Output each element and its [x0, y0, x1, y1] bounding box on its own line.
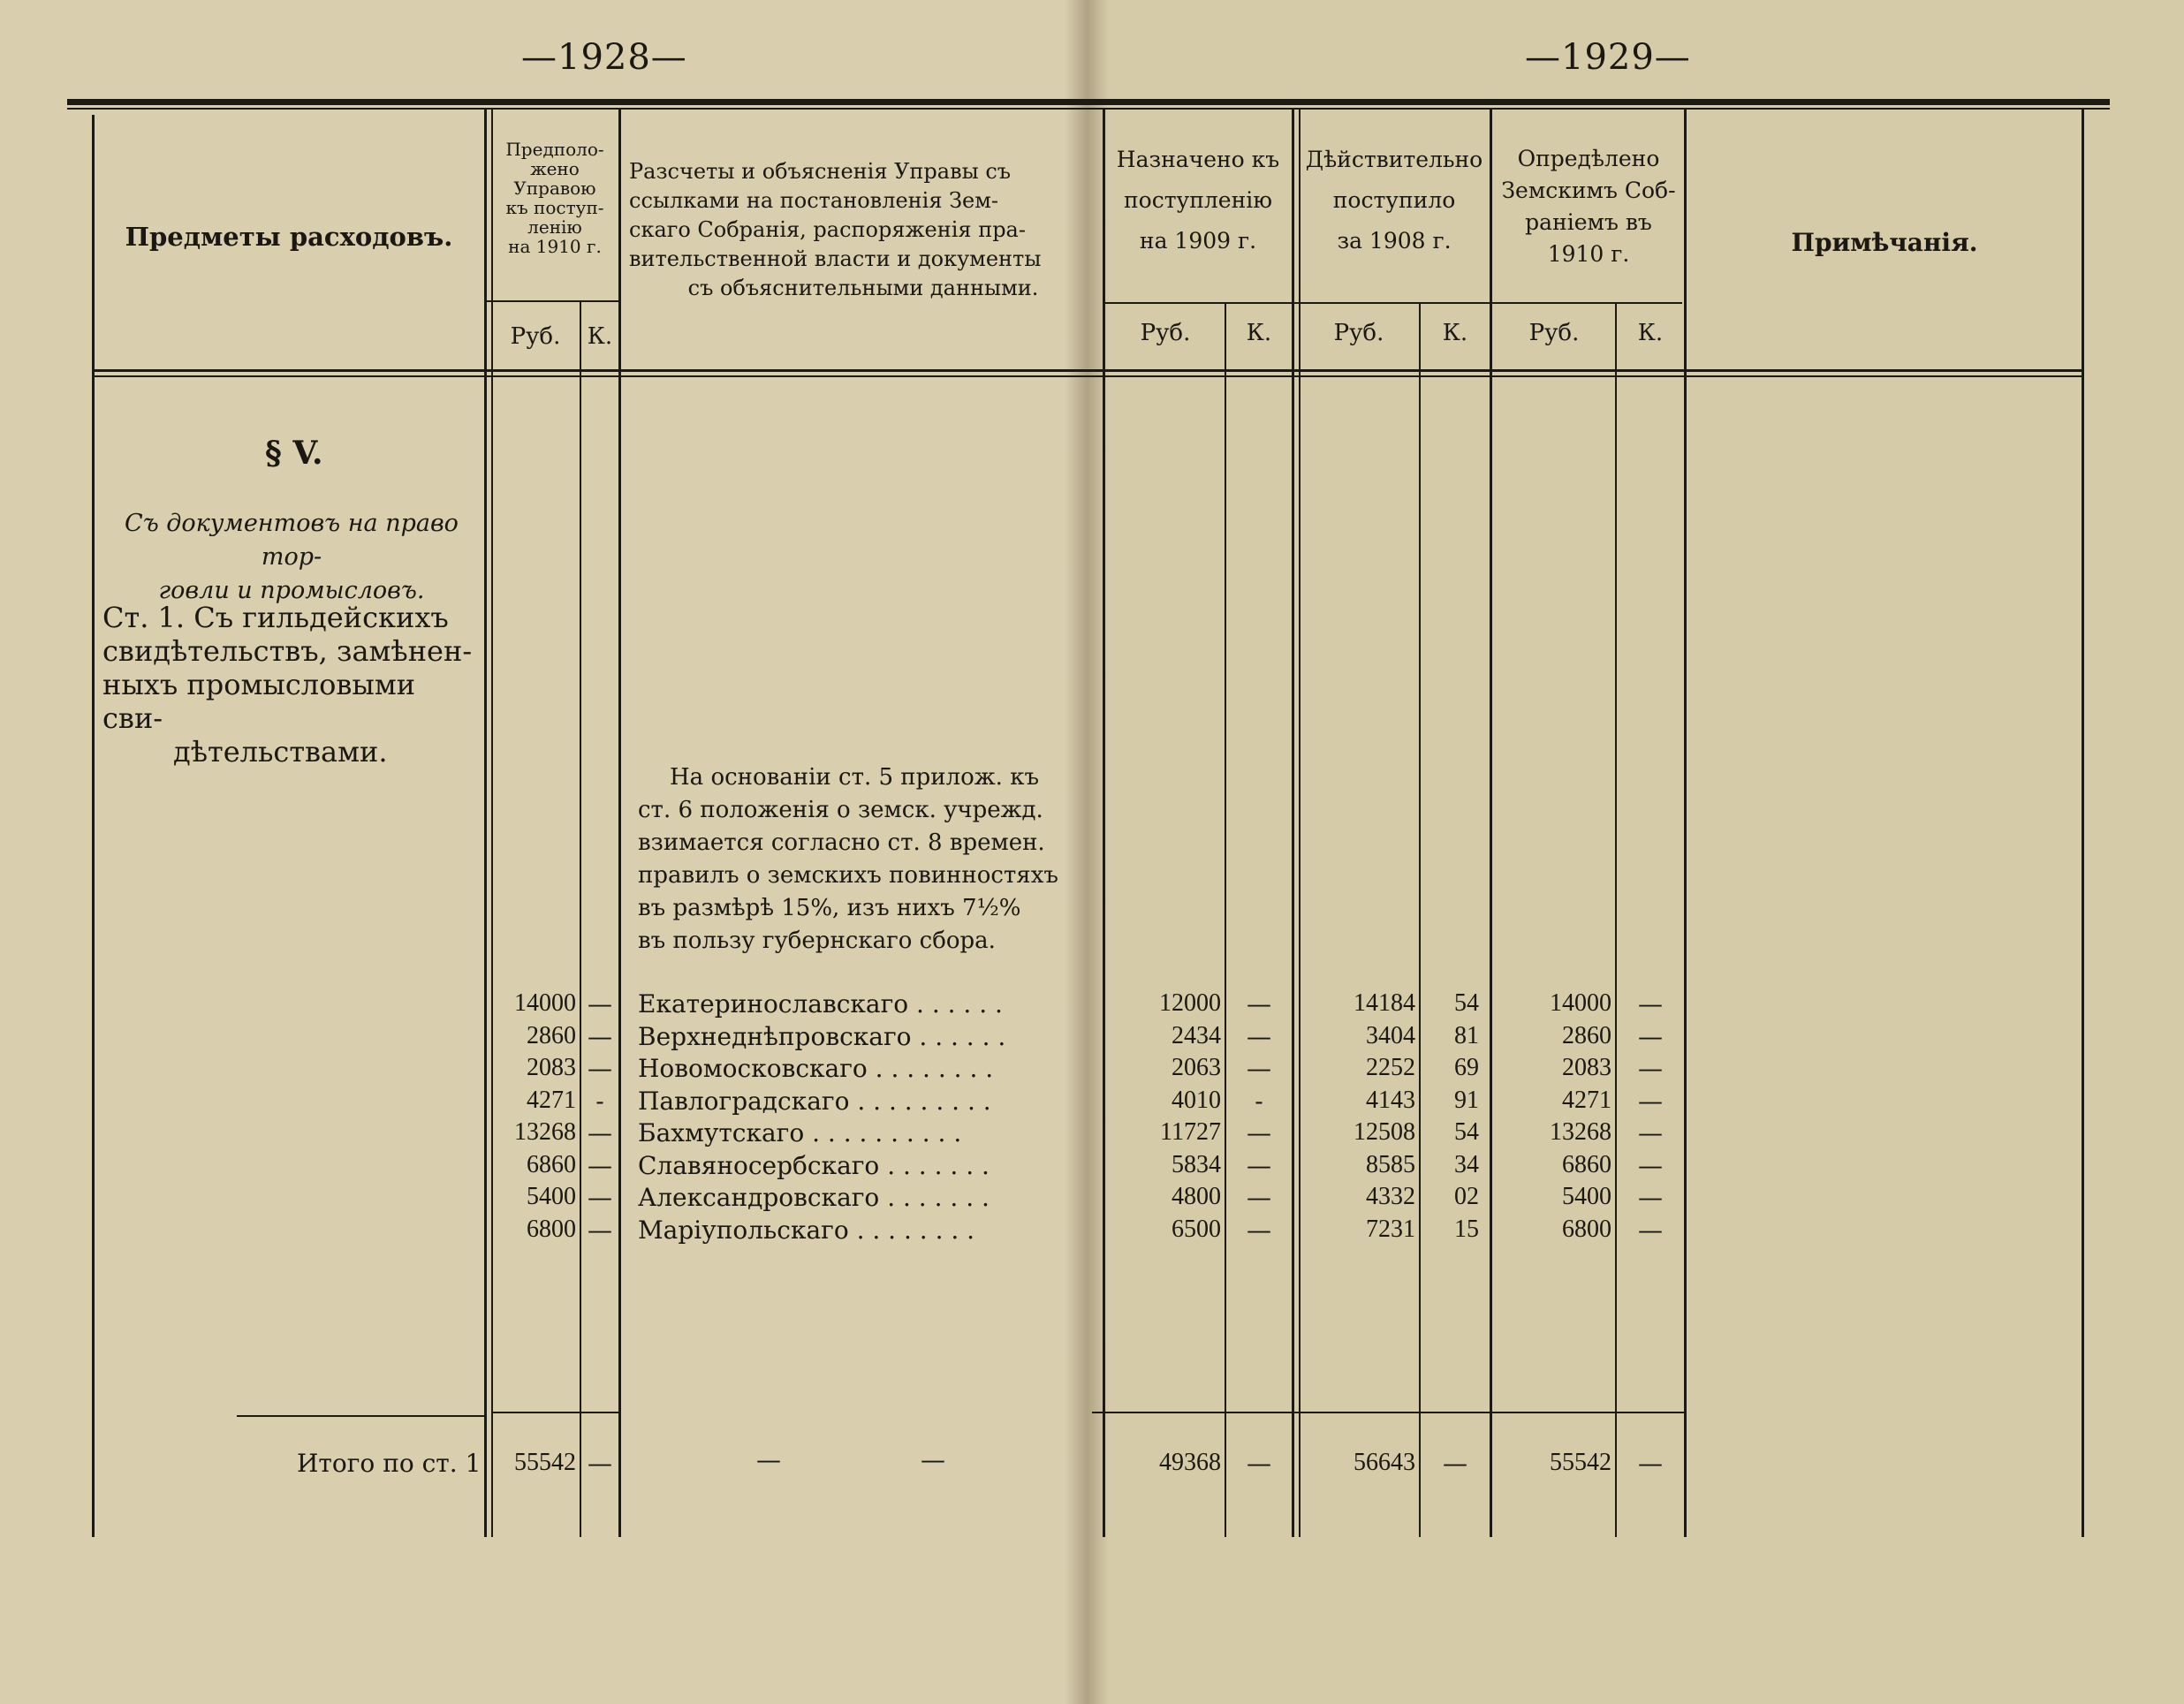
col-line-proposed — [618, 110, 621, 1537]
total-assigned-kop: — — [1247, 1449, 1271, 1478]
cell-assigned-kop: — — [1247, 1216, 1271, 1245]
total-label: Итого по ст. 1 — [297, 1449, 482, 1478]
cell-actual-rub: 7231 — [1366, 1216, 1415, 1243]
total-actual-rub: 56643 — [1354, 1449, 1415, 1476]
cell-actual-rub: 4332 — [1366, 1183, 1415, 1210]
unit-assigned-rub: Руб. — [1140, 320, 1191, 346]
col-line-assigned-kop — [1225, 302, 1226, 1537]
header-bottom-rule-thin — [94, 375, 2083, 377]
total-proposed-rub: 55542 — [514, 1449, 576, 1476]
left-page-number: —1928— — [521, 37, 687, 78]
total-explanation-dash-2: — — [921, 1445, 945, 1474]
cell-proposed-rub: 14000 — [514, 989, 576, 1017]
cell-actual-rub: 12508 — [1354, 1118, 1415, 1146]
cell-approved-kop: — — [1638, 1216, 1663, 1245]
total-approved-rub: 55542 — [1550, 1449, 1611, 1476]
right-unit-rule — [1103, 302, 1682, 304]
total-actual-kop: — — [1443, 1449, 1467, 1478]
header-items: Предметы расходовъ. — [125, 222, 453, 252]
cell-district: Екатеринославскаго . . . . . . — [638, 989, 1003, 1019]
cell-assigned-rub: 12000 — [1159, 989, 1221, 1017]
header-assigned-1909: Назначено къ поступленію на 1909 г. — [1116, 147, 1280, 254]
right-page-number: —1929— — [1525, 37, 1691, 78]
cell-proposed-kop: — — [588, 1054, 612, 1083]
cell-proposed-kop: — — [588, 989, 612, 1019]
cell-actual-kop: 54 — [1454, 989, 1479, 1017]
cell-actual-kop: 34 — [1454, 1151, 1479, 1178]
header-bottom-rule — [94, 369, 2083, 372]
cell-assigned-rub: 6500 — [1172, 1216, 1221, 1243]
cell-approved-kop: — — [1638, 1183, 1663, 1212]
cell-proposed-kop: — — [588, 1216, 612, 1245]
col-line-approved-kop — [1615, 302, 1617, 1537]
cell-assigned-rub: 2063 — [1172, 1054, 1221, 1081]
cell-assigned-kop: — — [1247, 1022, 1271, 1051]
top-rule — [67, 99, 2110, 105]
cell-assigned-kop: — — [1247, 1054, 1271, 1083]
cell-approved-rub: 2860 — [1562, 1022, 1611, 1049]
cell-assigned-kop: - — [1255, 1087, 1263, 1116]
cell-approved-rub: 14000 — [1550, 989, 1611, 1017]
cell-approved-rub: 2083 — [1562, 1054, 1611, 1081]
cell-proposed-rub: 2083 — [527, 1054, 576, 1081]
unit-assigned-kop: К. — [1246, 320, 1272, 346]
cell-actual-rub: 8585 — [1366, 1151, 1415, 1178]
cell-approved-rub: 6860 — [1562, 1151, 1611, 1178]
section-subtitle: Съ документовъ на право тор- говли и промысловъ. — [125, 510, 459, 604]
cell-proposed-rub: 5400 — [527, 1183, 576, 1210]
total-approved-kop: — — [1638, 1449, 1663, 1478]
article-title: Ст. 1. Съ гильдейскихъ свидѣтельствъ, замѣнен- ныхъ промысловыми сви- дѣтельствами. — [102, 601, 473, 769]
cell-actual-kop: 81 — [1454, 1022, 1479, 1049]
unit-actual-rub: Руб. — [1333, 320, 1384, 346]
cell-proposed-rub: 6860 — [527, 1151, 576, 1178]
cell-proposed-kop: - — [595, 1087, 604, 1116]
total-rule-right — [1092, 1412, 1684, 1413]
col-line-proposed-kop — [580, 302, 581, 1537]
col-line-actual — [1490, 110, 1492, 1537]
cell-approved-kop: — — [1638, 1087, 1663, 1116]
cell-approved-rub: 5400 — [1562, 1183, 1611, 1210]
cell-actual-rub: 2252 — [1366, 1054, 1415, 1081]
cell-assigned-kop: — — [1247, 1151, 1271, 1180]
unit-actual-kop: К. — [1442, 320, 1468, 346]
cell-approved-kop: — — [1638, 989, 1663, 1019]
header-explanations: Разсчеты и объясненія Управы съ ссылками на постановленія Зем- скаго Собранія, распоряженія пра- вительственной власти и документы съ объяснительными данными. — [629, 159, 1042, 300]
cell-approved-rub: 4271 — [1562, 1087, 1611, 1114]
cell-actual-rub: 4143 — [1366, 1087, 1415, 1114]
cell-proposed-kop: — — [588, 1022, 612, 1051]
cell-actual-kop: 54 — [1454, 1118, 1479, 1146]
cell-assigned-kop: — — [1247, 1118, 1271, 1147]
cell-proposed-rub: 4271 — [527, 1087, 576, 1114]
cell-district: Павлоградскаго . . . . . . . . . — [638, 1087, 991, 1116]
header-actual-1908: Дѣйствительно поступило за 1908 г. — [1305, 147, 1483, 254]
cell-assigned-rub: 11727 — [1160, 1118, 1221, 1146]
table-right-border — [2082, 110, 2084, 1537]
cell-district: Бахмутскаго . . . . . . . . . . — [638, 1118, 962, 1147]
cell-approved-kop: — — [1638, 1022, 1663, 1051]
cell-actual-kop: 91 — [1454, 1087, 1479, 1114]
total-explanation-dash-1: — — [756, 1445, 781, 1474]
header-approved-1910: Опредѣлено Земскимъ Соб- раніемъ въ 1910 г. — [1501, 146, 1676, 267]
col-line-approved — [1684, 110, 1687, 1537]
cell-proposed-rub: 6800 — [527, 1216, 576, 1243]
cell-approved-rub: 13268 — [1550, 1118, 1611, 1146]
cell-actual-rub: 3404 — [1366, 1022, 1415, 1049]
col-line-assigned — [1292, 110, 1294, 1537]
unit-proposed-rub: Руб. — [510, 323, 561, 350]
cell-proposed-kop: — — [588, 1183, 612, 1212]
cell-assigned-rub: 2434 — [1172, 1022, 1221, 1049]
proposed-unit-rule — [486, 300, 620, 302]
cell-district: Новомосковскаго . . . . . . . . — [638, 1054, 994, 1083]
unit-proposed-kop: К. — [587, 323, 613, 350]
cell-actual-kop: 15 — [1454, 1216, 1479, 1243]
total-rule-left — [237, 1415, 486, 1417]
cell-approved-kop: — — [1638, 1054, 1663, 1083]
unit-approved-kop: К. — [1637, 320, 1664, 346]
cell-district: Александровскаго . . . . . . . — [638, 1183, 990, 1212]
cell-approved-kop: — — [1638, 1151, 1663, 1180]
explanation-paragraph: На основаніи ст. 5 прилож. къ ст. 6 положенія о земск. учрежд. взимается согласно ст. 8 времен. правилъ о земскихъ повинностяхъ въ размѣрѣ 15%, изъ нихъ 7½% въ пользу губернскаго сбора. — [638, 764, 1058, 954]
cell-proposed-kop: — — [588, 1118, 612, 1147]
cell-assigned-rub: 5834 — [1172, 1151, 1221, 1178]
cell-proposed-rub: 2860 — [527, 1022, 576, 1049]
total-proposed-kop: — — [588, 1449, 612, 1478]
section-title: § V. — [265, 435, 323, 472]
cell-assigned-rub: 4800 — [1172, 1183, 1221, 1210]
cell-approved-rub: 6800 — [1562, 1216, 1611, 1243]
col-line-explanations — [1103, 110, 1105, 1537]
table-left-border — [92, 115, 95, 1537]
total-rule-proposed — [491, 1412, 620, 1413]
cell-proposed-kop: — — [588, 1151, 612, 1180]
unit-approved-rub: Руб. — [1528, 320, 1580, 346]
col-line-items — [484, 110, 487, 1537]
cell-actual-kop: 69 — [1454, 1054, 1479, 1081]
cell-assigned-rub: 4010 — [1172, 1087, 1221, 1114]
cell-actual-rub: 14184 — [1354, 989, 1415, 1017]
cell-actual-kop: 02 — [1454, 1183, 1479, 1210]
cell-district: Славяносербскаго . . . . . . . — [638, 1151, 990, 1180]
cell-proposed-rub: 13268 — [514, 1118, 576, 1146]
total-assigned-rub: 49368 — [1159, 1449, 1221, 1476]
cell-approved-kop: — — [1638, 1118, 1663, 1147]
header-notes: Примѣчанія. — [1791, 228, 1978, 257]
cell-assigned-kop: — — [1247, 989, 1271, 1019]
top-rule-thin — [67, 108, 2110, 110]
col-line-actual-kop — [1419, 302, 1421, 1537]
cell-assigned-kop: — — [1247, 1183, 1271, 1212]
cell-district: Верхнеднѣпровскаго . . . . . . — [638, 1022, 1006, 1051]
header-proposed: Предполо- жено Управою къ поступ- ленію на 1910 г. — [505, 139, 604, 257]
cell-district: Маріупольскаго . . . . . . . . — [638, 1216, 975, 1245]
